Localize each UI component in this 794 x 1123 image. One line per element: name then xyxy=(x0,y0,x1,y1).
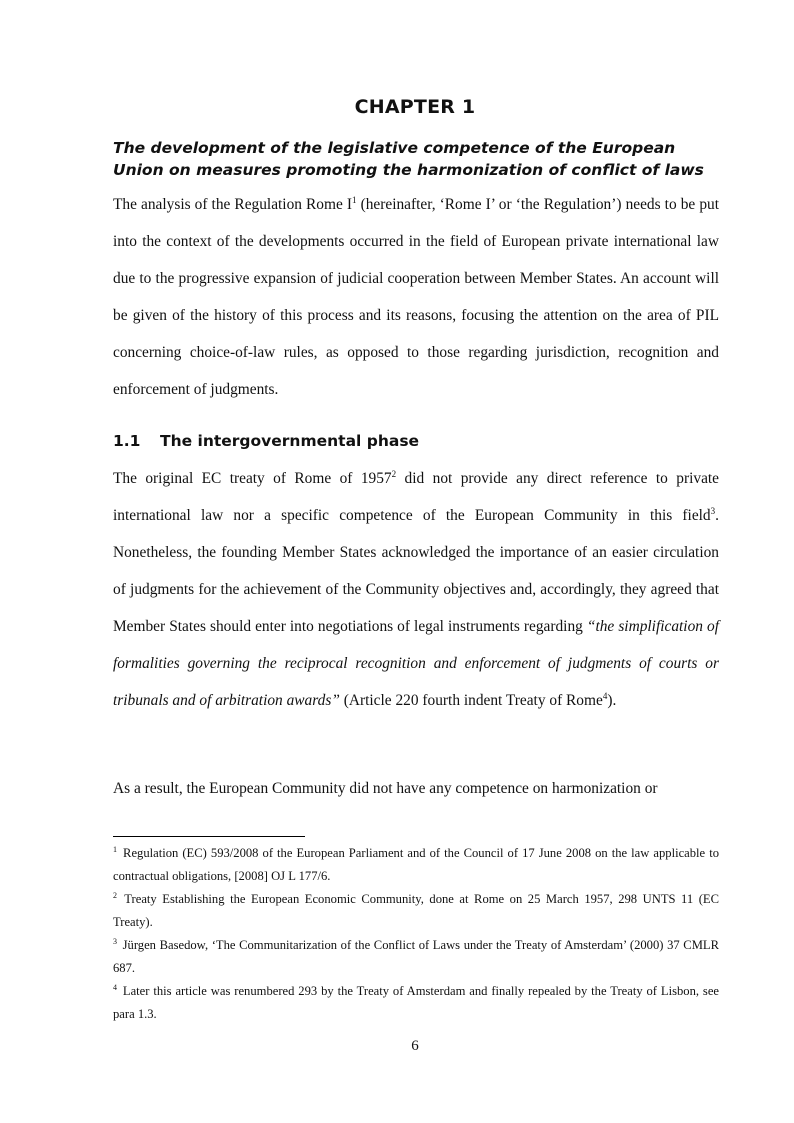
footnote-separator xyxy=(113,836,305,837)
footnote-number: 4 xyxy=(113,982,117,992)
footnote xyxy=(113,842,719,888)
para2-quote: “the simplification of formalities governing the reciprocal recognition and enforcement of judgments of courts or tribunals and of arbitration awards” xyxy=(113,618,719,709)
section-title: The intergovernmental phase xyxy=(160,432,420,450)
chapter-title: The development of the legislative competence of the European Union on measures promoting the harmonization of conflict of laws xyxy=(113,139,704,179)
footnote-ref-4: 4 xyxy=(602,690,608,701)
body-paragraph-3: As a result, the European Community did not have any competence on harmonization or xyxy=(113,780,658,797)
para2-text-a: The original EC treaty of Rome of 1957 xyxy=(113,470,392,487)
section-number: 1.1 xyxy=(113,432,141,450)
footnote-text: Regulation (EC) 593/2008 of the European Parliament and of the Council of 17 June 2008 on the law applicable to contractual obligations, [2008] OJ L 177/6. xyxy=(113,846,719,883)
para2-text-e: ). xyxy=(607,692,617,709)
intro-text-b: (hereinafter, ‘Rome I’ or ‘the Regulation’) needs to be put into the context of the developments occurred in the field of European private international law due to the progressive expansion of judicial cooperation between Member States. An account will be given of the history of this process and its reasons, focusing the attention on the area of PIL concerning choice-of-law rules, as opposed to those regarding jurisdiction, recognition and enforcement of judgments. xyxy=(113,196,719,398)
footnote-ref-2: 2 xyxy=(391,468,397,479)
footnote xyxy=(113,934,719,980)
body-paragraph-2 xyxy=(113,460,719,719)
section-heading-1-1 xyxy=(113,432,419,450)
footnotes xyxy=(113,842,719,1026)
footnote-text: Jürgen Basedow, ‘The Communitarization of the Conflict of Laws under the Treaty of Amsterdam’ (2000) 37 CMLR 687. xyxy=(113,938,719,975)
footnote xyxy=(113,980,719,1026)
footnote-ref-3: 3 xyxy=(710,505,716,516)
para2-text-c: . Nonetheless, the founding Member States acknowledged the importance of an easier circulation of judgments for the achievement of the Community objectives and, accordingly, they agreed that Member States should enter into negotiations of legal instruments regarding xyxy=(113,507,719,635)
footnote-text: Treaty Establishing the European Economic Community, done at Rome on 25 March 1957, 298 UNTS 11 (EC Treaty). xyxy=(113,892,719,929)
footnote-number: 1 xyxy=(113,844,117,854)
para2-text-d: (Article 220 fourth indent Treaty of Rome xyxy=(339,692,603,709)
intro-paragraph xyxy=(113,186,719,408)
footnote-number: 3 xyxy=(113,936,117,946)
intro-text-a: The analysis of the Regulation Rome I xyxy=(113,196,353,213)
page-number: 6 xyxy=(411,1038,419,1054)
footnote-text: Later this article was renumbered 293 by the Treaty of Amsterdam and finally repealed by the Treaty of Lisbon, see para 1.3. xyxy=(113,984,719,1021)
footnote-ref-1: 1 xyxy=(352,194,357,205)
para2-text-b: did not provide any direct reference to private international law nor a specific competence of the European Community in this field xyxy=(113,470,720,524)
chapter-heading: CHAPTER 1 xyxy=(354,96,476,118)
footnote xyxy=(113,888,719,934)
footnote-number: 2 xyxy=(113,890,117,900)
